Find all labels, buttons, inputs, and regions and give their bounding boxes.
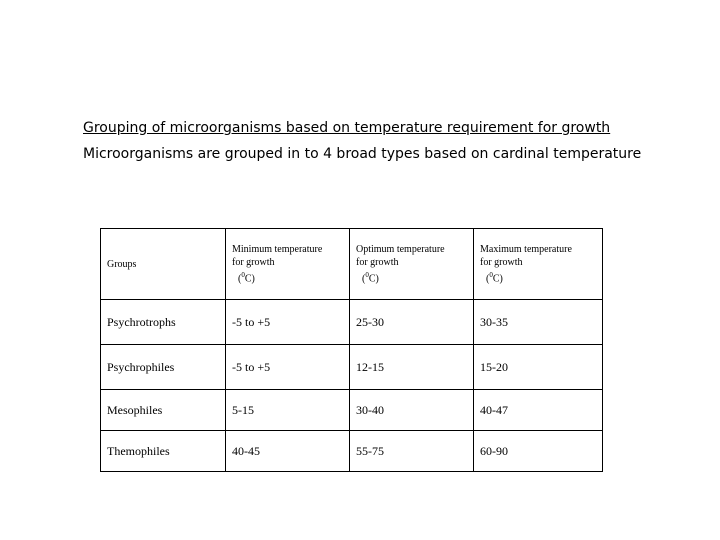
- header-optimum-line2: for growth: [356, 256, 399, 268]
- cell-min: -5 to +5: [226, 300, 350, 345]
- cell-group: Mesophiles: [101, 390, 226, 431]
- cell-opt: 12-15: [350, 345, 474, 390]
- unit-close: C): [244, 273, 255, 285]
- temperature-table: [100, 228, 603, 472]
- table-row: [101, 300, 603, 345]
- header-optimum-unit: [356, 269, 473, 285]
- unit-degree: 0: [241, 270, 245, 279]
- cell-opt: 55-75: [350, 431, 474, 472]
- header-maximum: [474, 229, 603, 300]
- page-subheading: Microorganisms are grouped in to 4 broad types based on cardinal temperature: [83, 146, 642, 162]
- cell-opt: 30-40: [350, 390, 474, 431]
- header-minimum: [226, 229, 350, 300]
- cell-max: 30-35: [474, 300, 603, 345]
- cell-opt: 25-30: [350, 300, 474, 345]
- header-minimum-unit: [232, 269, 349, 285]
- header-maximum-unit: [480, 269, 602, 285]
- header-maximum-line2: for growth: [480, 256, 523, 268]
- table-row: [101, 345, 603, 390]
- unit-degree: 0: [365, 270, 369, 279]
- unit-open: (: [486, 273, 490, 285]
- cell-group: Psychrotrophs: [101, 300, 226, 345]
- page-heading: Grouping of microorganisms based on temperature requirement for growth: [83, 120, 611, 136]
- cell-max: 60-90: [474, 431, 603, 472]
- unit-open: (: [238, 273, 242, 285]
- cell-min: -5 to +5: [226, 345, 350, 390]
- table-header-row: [101, 229, 603, 300]
- cell-min: 40-45: [226, 431, 350, 472]
- cell-max: 40-47: [474, 390, 603, 431]
- header-optimum-line1: Optimum temperature: [356, 243, 445, 255]
- cell-min: 5-15: [226, 390, 350, 431]
- cell-group: Psychrophiles: [101, 345, 226, 390]
- header-minimum-line2: for growth: [232, 256, 275, 268]
- table-row: [101, 390, 603, 431]
- header-maximum-line1: Maximum temperature: [480, 243, 572, 255]
- unit-close: C): [492, 273, 503, 285]
- cell-group: Themophiles: [101, 431, 226, 472]
- header-optimum: [350, 229, 474, 300]
- unit-close: C): [368, 273, 379, 285]
- unit-open: (: [362, 273, 366, 285]
- unit-degree: 0: [489, 270, 493, 279]
- header-groups: Groups: [101, 229, 226, 300]
- header-minimum-line1: Minimum temperature: [232, 243, 323, 255]
- table-row: [101, 431, 603, 472]
- cell-max: 15-20: [474, 345, 603, 390]
